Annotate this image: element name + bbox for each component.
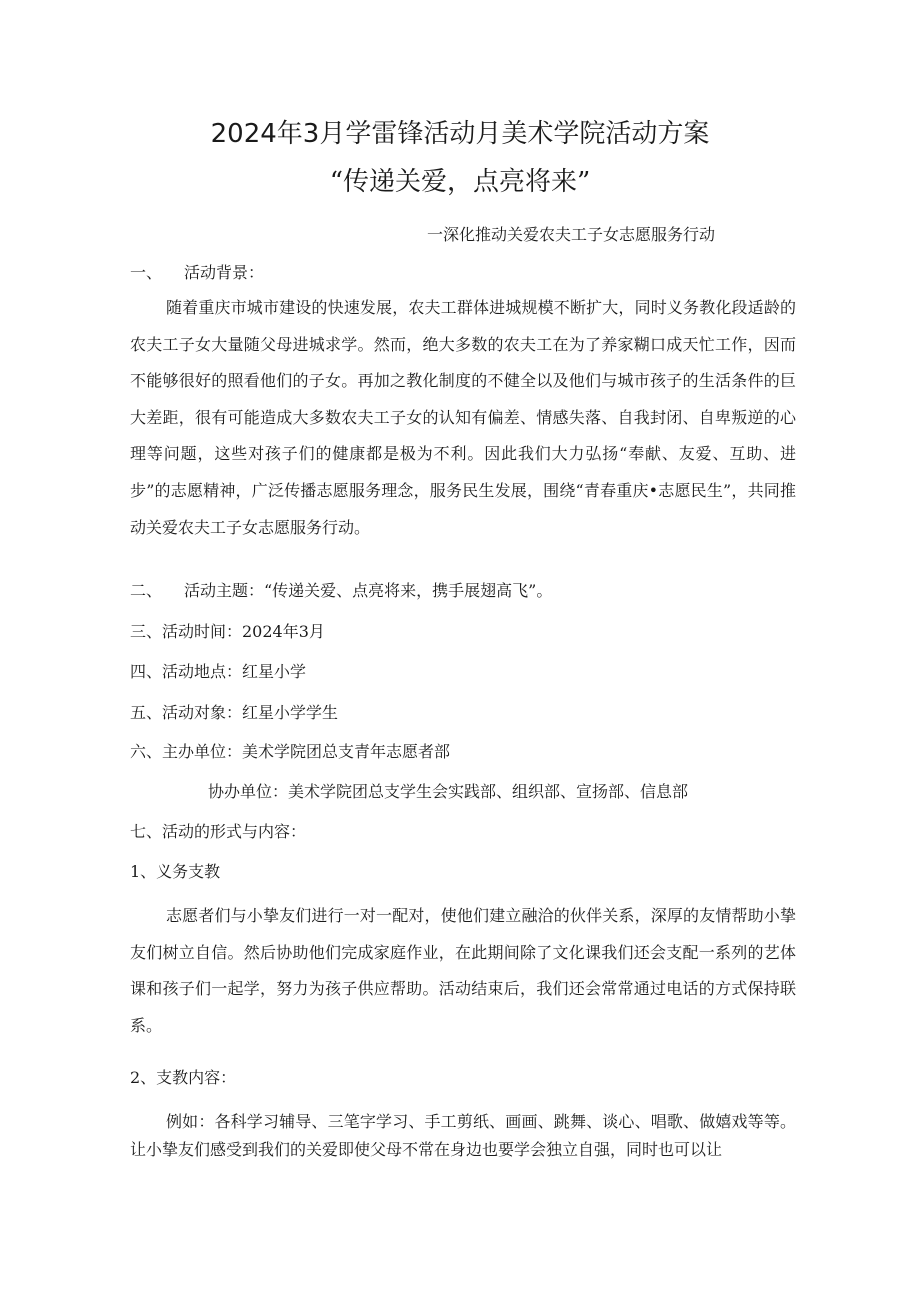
page-subline: 一深化推动关爱农夫工子女志愿服务行动: [427, 225, 716, 244]
section-number: 一、: [130, 263, 163, 282]
background-paragraph: 随着重庆市城市建设的快速发展，农夫工群体进城规模不断扩大，同时义务教化段适龄的农夫工子女大量随父母进城求学。然而，绝大多数的农夫工在为了养家糊口成天忙工作，因而不能够很好的照看他们的子女。再加之教化制度的不健全以及他们与城市孩子的生活条件的巨大差距，很有可能造成大多数农夫工子女的认知有偏差、情感失落、自我封闭、自卑叛逆的心理等问题，这些对孩子们的健康都是极为不利。因此我们大力弘扬“奉献、友爱、互助、进步”的志愿精神，广泛传播志愿服务理念，服务民生发展，围绕“青春重庆•志愿民生”，共同推动关爱农夫工子女志愿服务行动。: [130, 298, 796, 537]
section-form-content: 七、活动的形式与内容：: [130, 822, 307, 841]
section-heading-theme: [130, 580, 552, 602]
co-organizer: 协办单位：美术学院团总支学生会实践部、组织部、宣扬部、信息部: [208, 782, 689, 801]
content-paragraph: 例如：各科学习辅导、三笔字学习、手工剪纸、画画、跳舞、谈心、唱歌、做嬉戏等等。让小挚友们感受到我们的关爱即使父母不常在身边也要学会独立自强，同时也可以让: [130, 1112, 796, 1159]
section-label: 活动背景：: [184, 263, 265, 282]
page-title: 2024年3月学雷锋活动月美术学院活动方案: [210, 119, 710, 149]
section-location: 四、活动地点：红星小学: [130, 662, 307, 681]
section-heading-background: [130, 262, 264, 284]
item-volunteer-teaching: 1、义务支教: [130, 862, 221, 881]
section-audience: 五、活动对象：红星小学学生: [130, 703, 339, 722]
section-time: 三、活动时间：2024年3月: [130, 622, 325, 641]
section-organizer: 六、主办单位：美术学院团总支青年志愿者部: [130, 742, 451, 761]
page-subtitle: “传递关爱，点亮将来”: [329, 167, 591, 197]
item-teaching-content: 2、支教内容：: [130, 1068, 237, 1087]
section-number: 二、: [130, 581, 163, 600]
teaching-paragraph: 志愿者们与小挚友们进行一对一配对，使他们建立融洽的伙伴关系，深厚的友情帮助小挚友们树立自信。然后协助他们完成家庭作业，在此期间除了文化课我们还会支配一系列的艺体课和孩子们一起学，努力为孩子供应帮助。活动结束后，我们还会常常通过电话的方式保持联系。: [130, 906, 796, 1035]
section-label: 活动主题：“传递关爱、点亮将来，携手展翅高飞”。: [184, 581, 553, 600]
